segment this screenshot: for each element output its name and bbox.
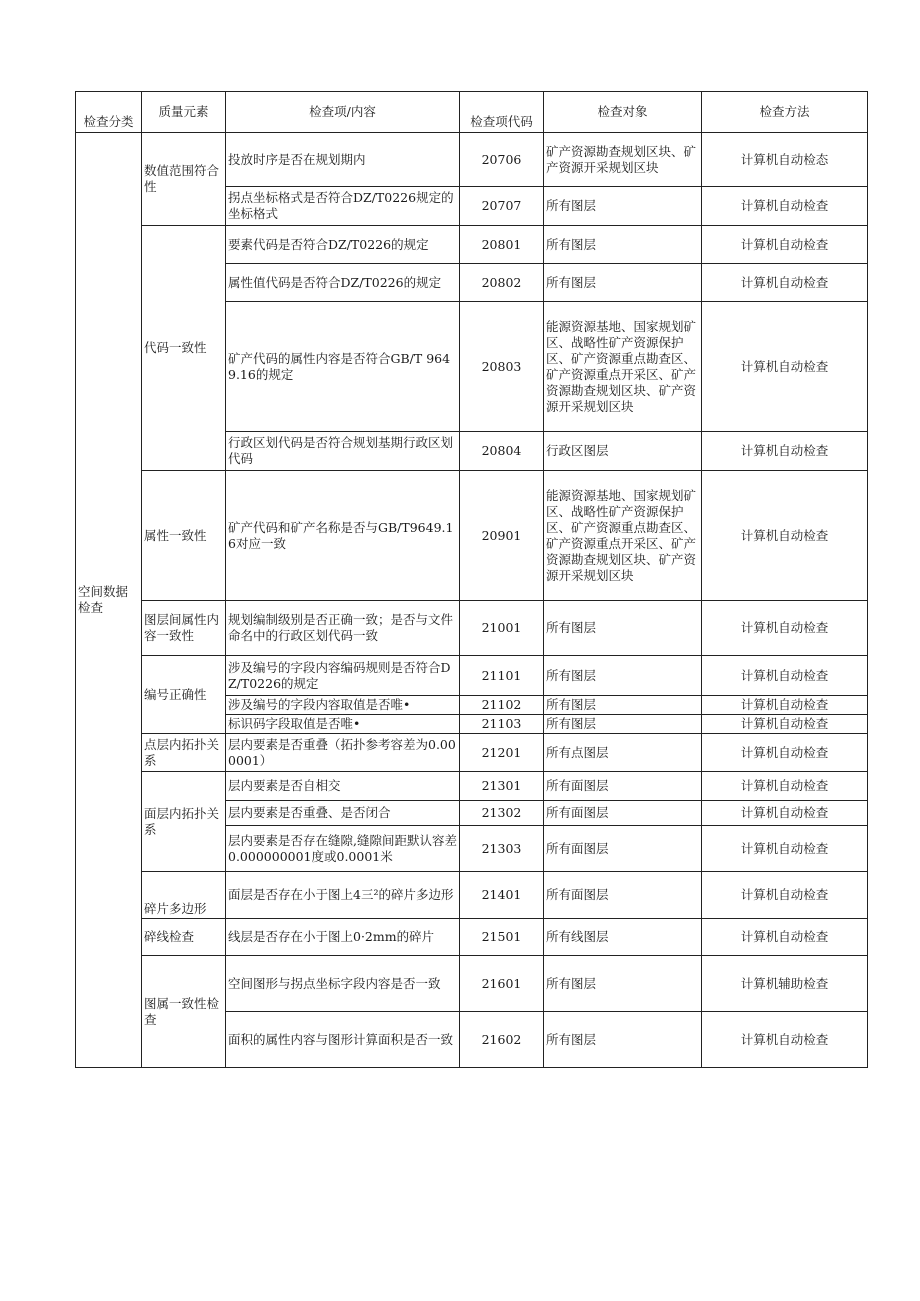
element-cell: 图层间属性内容一致性 bbox=[142, 601, 226, 656]
method-cell: 计算机自动检查 bbox=[702, 302, 868, 432]
method-cell: 计算机自动检查 bbox=[702, 264, 868, 302]
method-cell: 计算机自动检查 bbox=[702, 226, 868, 264]
object-cell: 所有面图层 bbox=[544, 872, 702, 919]
element-cell: 面层内拓扑关系 bbox=[142, 772, 226, 872]
method-cell: 计算机自动检查 bbox=[702, 772, 868, 801]
item-cell: 行政区划代码是否符合规划基期行政区划代码 bbox=[226, 432, 460, 471]
method-cell: 计算机自动检查 bbox=[702, 471, 868, 601]
object-cell: 所有图层 bbox=[544, 226, 702, 264]
method-cell: 计算机自动检查 bbox=[702, 432, 868, 471]
item-cell: 矿产代码的属性内容是否符合GB/T 9649.16的规定 bbox=[226, 302, 460, 432]
object-cell: 所有图层 bbox=[544, 696, 702, 715]
object-cell: 矿产资源勘查规划区块、矿产资源开采规划区块 bbox=[544, 133, 702, 187]
method-cell: 计算机自动检查 bbox=[702, 656, 868, 696]
object-cell: 所有图层 bbox=[544, 601, 702, 656]
item-cell: 矿产代码和矿产名称是否与GB/T9649.16对应一致 bbox=[226, 471, 460, 601]
item-cell: 层内要素是否重叠、是否闭合 bbox=[226, 801, 460, 826]
code-cell: 21101 bbox=[460, 656, 544, 696]
object-cell: 所有面图层 bbox=[544, 772, 702, 801]
header-item: 检查项/内容 bbox=[226, 92, 460, 133]
code-cell: 21602 bbox=[460, 1012, 544, 1068]
method-cell: 计算机自动检态 bbox=[702, 133, 868, 187]
element-cell: 数值范围符合性 bbox=[142, 133, 226, 226]
element-cell: 碎线检查 bbox=[142, 919, 226, 956]
table-row bbox=[76, 872, 868, 919]
object-cell: 所有图层 bbox=[544, 264, 702, 302]
item-cell: 属性值代码是否符合DZ/T0226的规定 bbox=[226, 264, 460, 302]
element-cell: 图属一致性检查 bbox=[142, 956, 226, 1068]
code-cell: 21102 bbox=[460, 696, 544, 715]
object-cell: 所有图层 bbox=[544, 1012, 702, 1068]
table-row bbox=[76, 133, 868, 187]
code-cell: 21201 bbox=[460, 734, 544, 772]
table-row bbox=[76, 956, 868, 1012]
method-cell: 计算机辅助检查 bbox=[702, 956, 868, 1012]
code-cell: 21303 bbox=[460, 826, 544, 872]
table-row bbox=[76, 656, 868, 696]
object-cell: 行政区图层 bbox=[544, 432, 702, 471]
header-object: 检查对象 bbox=[544, 92, 702, 133]
code-cell: 20804 bbox=[460, 432, 544, 471]
method-cell: 计算机自动检查 bbox=[702, 734, 868, 772]
table-row bbox=[76, 601, 868, 656]
item-cell: 要素代码是否符合DZ/T0226的规定 bbox=[226, 226, 460, 264]
table-row bbox=[76, 772, 868, 801]
item-cell: 涉及编号的字段内容取值是否唯• bbox=[226, 696, 460, 715]
code-cell: 21001 bbox=[460, 601, 544, 656]
element-cell: 属性一致性 bbox=[142, 471, 226, 601]
code-cell: 20901 bbox=[460, 471, 544, 601]
item-cell: 投放时序是否在规划期内 bbox=[226, 133, 460, 187]
object-cell: 所有图层 bbox=[544, 715, 702, 734]
method-cell: 计算机自动检查 bbox=[702, 801, 868, 826]
object-cell: 能源资源基地、国家规划矿区、战略性矿产资源保护区、矿产资源重点勘查区、矿产资源重点开采区、矿产资源勘查规划区块、矿产资源开采规划区块 bbox=[544, 302, 702, 432]
method-cell: 计算机自动检查 bbox=[702, 919, 868, 956]
object-cell: 所有线图层 bbox=[544, 919, 702, 956]
object-cell: 所有图层 bbox=[544, 656, 702, 696]
item-cell: 面层是否存在小于图上4三²的碎片多边形 bbox=[226, 872, 460, 919]
method-cell: 计算机自动检查 bbox=[702, 1012, 868, 1068]
object-cell: 所有图层 bbox=[544, 956, 702, 1012]
item-cell: 层内要素是否重叠（拓扑参考容差为0.000001） bbox=[226, 734, 460, 772]
table-row bbox=[76, 734, 868, 772]
header-category: 检查分类 bbox=[76, 92, 142, 133]
header-method: 检查方法 bbox=[702, 92, 868, 133]
item-cell: 面积的属性内容与图形计算面积是否一致 bbox=[226, 1012, 460, 1068]
method-cell: 计算机自动检查 bbox=[702, 872, 868, 919]
element-cell: 代码一致性 bbox=[142, 226, 226, 471]
header-element: 质量元素 bbox=[142, 92, 226, 133]
object-cell: 所有面图层 bbox=[544, 801, 702, 826]
method-cell: 计算机自动检查 bbox=[702, 601, 868, 656]
element-cell: 碎片多边形 bbox=[142, 872, 226, 919]
header-code: 检查项代码 bbox=[460, 92, 544, 133]
item-cell: 涉及编号的字段内容编码规则是否符合DZ/T0226的规定 bbox=[226, 656, 460, 696]
code-cell: 20707 bbox=[460, 187, 544, 226]
code-cell: 21501 bbox=[460, 919, 544, 956]
code-cell: 20802 bbox=[460, 264, 544, 302]
object-cell: 所有图层 bbox=[544, 187, 702, 226]
table-row bbox=[76, 471, 868, 601]
object-cell: 能源资源基地、国家规划矿区、战略性矿产资源保护区、矿产资源重点勘查区、矿产资源重点开采区、矿产资源勘查规划区块、矿产资源开采规划区块 bbox=[544, 471, 702, 601]
method-cell: 计算机自动检查 bbox=[702, 826, 868, 872]
code-cell: 21301 bbox=[460, 772, 544, 801]
code-cell: 21302 bbox=[460, 801, 544, 826]
table-row bbox=[76, 226, 868, 264]
item-cell: 拐点坐标格式是否符合DZ/T0226规定的坐标格式 bbox=[226, 187, 460, 226]
item-cell: 线层是否存在小于图上0·2mm的碎片 bbox=[226, 919, 460, 956]
method-cell: 计算机自动检查 bbox=[702, 715, 868, 734]
element-cell: 编号正确性 bbox=[142, 656, 226, 734]
item-cell: 规划编制级别是否正确一致；是否与文件命名中的行政区划代码一致 bbox=[226, 601, 460, 656]
code-cell: 21103 bbox=[460, 715, 544, 734]
code-cell: 21601 bbox=[460, 956, 544, 1012]
item-cell: 层内要素是否存在缝隙,缝隙间距默认容差0.000000001度或0.0001米 bbox=[226, 826, 460, 872]
element-cell: 点层内拓扑关系 bbox=[142, 734, 226, 772]
code-cell: 20706 bbox=[460, 133, 544, 187]
item-cell: 标识码字段取值是否唯• bbox=[226, 715, 460, 734]
object-cell: 所有面图层 bbox=[544, 826, 702, 872]
item-cell: 层内要素是否自相交 bbox=[226, 772, 460, 801]
code-cell: 20803 bbox=[460, 302, 544, 432]
method-cell: 计算机自动检查 bbox=[702, 696, 868, 715]
code-cell: 21401 bbox=[460, 872, 544, 919]
method-cell: 计算机自动检查 bbox=[702, 187, 868, 226]
item-cell: 空间图形与拐点坐标字段内容是否一致 bbox=[226, 956, 460, 1012]
code-cell: 20801 bbox=[460, 226, 544, 264]
header-row bbox=[76, 92, 868, 133]
quality-check-table bbox=[75, 91, 868, 1068]
category-cell: 空间数据检查 bbox=[76, 133, 142, 1068]
object-cell: 所有点图层 bbox=[544, 734, 702, 772]
table-row bbox=[76, 919, 868, 956]
